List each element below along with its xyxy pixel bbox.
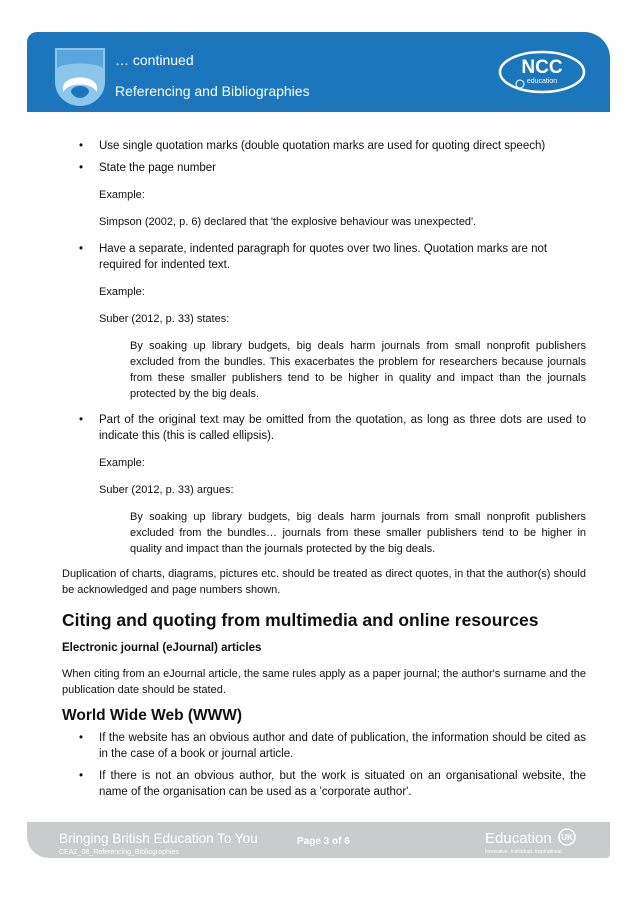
example-label: Example: bbox=[99, 189, 145, 201]
example-label: Example: bbox=[99, 286, 145, 298]
logo-text: NCC bbox=[521, 57, 563, 78]
bullet-icon: • bbox=[79, 414, 84, 426]
example-lead: Suber (2012, p. 33) states: bbox=[99, 313, 230, 325]
education-uk-tagline: Innovative. Individual. Inspirational. bbox=[485, 849, 563, 855]
ncc-education-logo-icon bbox=[498, 48, 586, 96]
list-item: • If the website has an obvious author and date of publication, the information should be cited as in the case of a book or journal article. bbox=[79, 732, 586, 760]
list-item: • State the page number bbox=[79, 162, 216, 174]
page-footer bbox=[27, 822, 610, 858]
subsection-heading: Electronic journal (eJournal) articles bbox=[62, 642, 262, 654]
shield-logo-icon bbox=[55, 48, 105, 106]
uk-badge-icon bbox=[558, 828, 576, 846]
list-item: • Use single quotation marks (double quotation marks are used for quoting direct speech) bbox=[79, 140, 546, 152]
header-title: Referencing and Bibliographies bbox=[115, 83, 310, 99]
example-label: Example: bbox=[99, 457, 145, 469]
uk-mark: UK bbox=[561, 833, 573, 842]
footer-tagline: Bringing British Education To You bbox=[59, 831, 258, 846]
education-uk-brand: Education bbox=[485, 830, 552, 847]
paragraph: When citing from an eJournal article, the same rules apply as a paper journal; the author's surname and the publication date should be stated. bbox=[62, 668, 586, 696]
section-heading: Citing and quoting from multimedia and online resources bbox=[62, 610, 539, 630]
paragraph: Duplication of charts, diagrams, pictures etc. should be treated as direct quotes, in that the author(s) should be acknowledged and page numbers shown. bbox=[62, 568, 586, 596]
document-body bbox=[62, 138, 586, 800]
page-number: Page 3 of 6 bbox=[297, 836, 350, 847]
example-text: Simpson (2002, p. 6) declared that 'the explosive behaviour was unexpected'. bbox=[99, 216, 477, 228]
footer-doc-code: CEAZ_08_Referencing_Bibliographies bbox=[59, 849, 179, 856]
list-item: • Have a separate, indented paragraph for quotes over two lines. Quotation marks are not required for indented text. bbox=[79, 243, 548, 271]
page-header bbox=[27, 32, 610, 112]
bullet-icon: • bbox=[79, 770, 84, 782]
section-heading: World Wide Web (WWW) bbox=[62, 707, 243, 724]
bullet-icon: • bbox=[79, 162, 84, 174]
block-quote: By soaking up library budgets, big deals harm journals from small nonprofit publishers excluded from the bundles. This exacerbates the problem for researchers because journals from these smaller publishers tend to be higher in quality and impact than the journals protected by the big deals. bbox=[130, 340, 586, 400]
list-item: • Part of the original text may be omitted from the quotation, as long as three dots are used to indicate this (this is called ellipsis). bbox=[79, 414, 586, 442]
logo-sub: education bbox=[526, 78, 558, 85]
example-lead: Suber (2012, p. 33) argues: bbox=[99, 484, 234, 496]
bullet-icon: • bbox=[79, 732, 84, 744]
bullet-icon: • bbox=[79, 140, 84, 152]
header-continued: … continued bbox=[115, 52, 194, 68]
block-quote: By soaking up library budgets, big deals harm journals from small nonprofit publishers excluded from the bundles… journals from these smaller publishers tend to be higher in quality and impact than the journals protected by the big deals. bbox=[130, 511, 586, 555]
list-item: • If there is not an obvious author, but the work is situated on an organisational website, the name of the organisation can be used as a 'corporate author'. bbox=[79, 770, 586, 798]
bullet-icon: • bbox=[79, 243, 84, 255]
